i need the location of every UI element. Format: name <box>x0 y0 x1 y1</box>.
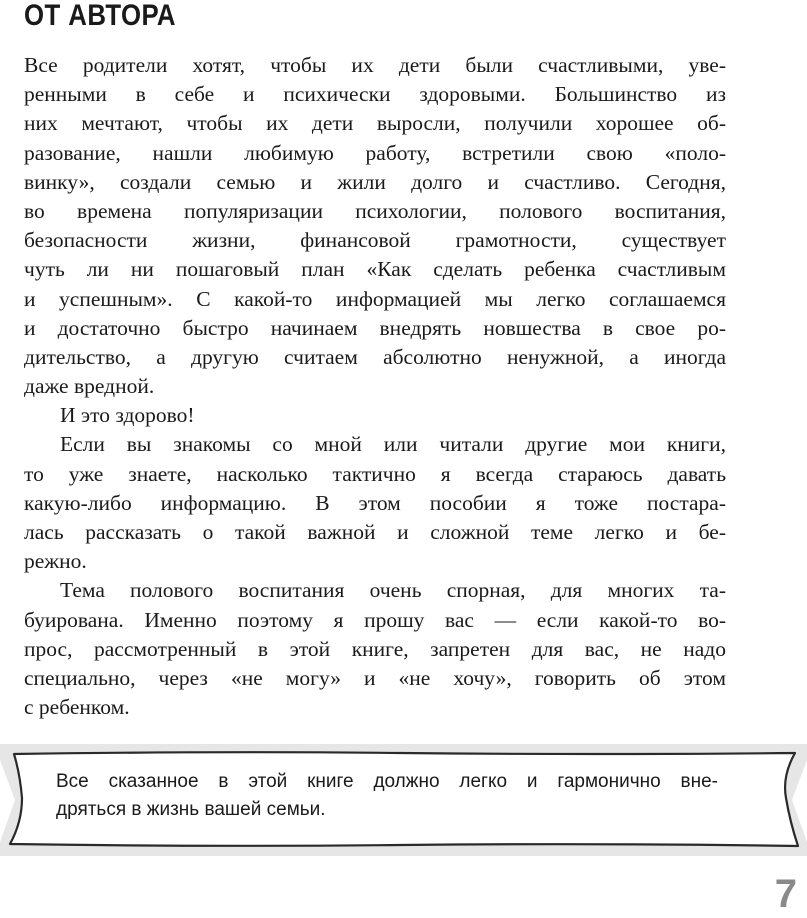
body-line: лась рассказать о такой важной и сложной теме легко и бе- <box>24 520 726 544</box>
body-line: них мечтают, чтобы их дети выросли, получили хорошее об- <box>24 111 726 136</box>
body-line: прос, рассмотренный в этой книге, запретен для вас, не надо <box>24 636 726 661</box>
body-line: то уже знаете, насколько тактично я всегда стараюсь давать <box>24 461 726 486</box>
body-line: специально, через «не могу» и «не хочу», говорить об этом <box>24 665 726 690</box>
body-line: Если вы знакомы со мной или читали другие мои книги, <box>60 432 726 457</box>
body-line: и достаточно быстро начинаем внедрять новшества в свое ро- <box>24 315 726 340</box>
body-line: чуть ли ни пошаговый план «Как сделать ребенка счастливым <box>24 257 726 282</box>
page-number: 7 <box>774 872 797 916</box>
body-line: Все родители хотят, чтобы их дети были счастливыми, уве- <box>24 53 726 77</box>
callout-text <box>56 768 718 824</box>
body-line: даже вредной. <box>24 374 155 399</box>
body-line: буирована. Именно поэтому я прошу вас — если какой-то во- <box>24 607 726 632</box>
callout-line-1: Все сказанное в этой книге должно легко и гармонично вне- <box>56 771 718 792</box>
body-line: во времена популяризации психологии, полового воспитания, <box>24 198 726 223</box>
body-line: какую-либо информацию. В этом пособии я тоже постара- <box>24 490 726 515</box>
body-line: ренными в себе и психически здоровыми. Большинство из <box>24 82 726 107</box>
body-line: винку», создали семью и жили долго и счастливо. Сегодня, <box>24 169 726 194</box>
body-line: безопасности жизни, финансовой грамотности, существует <box>24 228 726 253</box>
body-line: с ребенком. <box>24 695 130 720</box>
body-line: разование, нашли любимую работу, встретили свою «поло- <box>24 140 726 165</box>
callout-line-2: дряться в жизнь вашей семьи. <box>56 799 326 820</box>
body-text <box>24 51 726 722</box>
body-line: Тема полового воспитания очень спорная, для многих та- <box>60 578 726 603</box>
body-line: дительство, а другую считаем абсолютно ненужной, а иногда <box>24 344 726 369</box>
body-line: режно. <box>24 549 87 574</box>
body-line: И это здорово! <box>60 403 195 428</box>
page-heading: ОТ АВТОРА <box>24 0 176 32</box>
body-line: и успешным». С какой-то информацией мы легко соглашаемся <box>24 286 726 311</box>
